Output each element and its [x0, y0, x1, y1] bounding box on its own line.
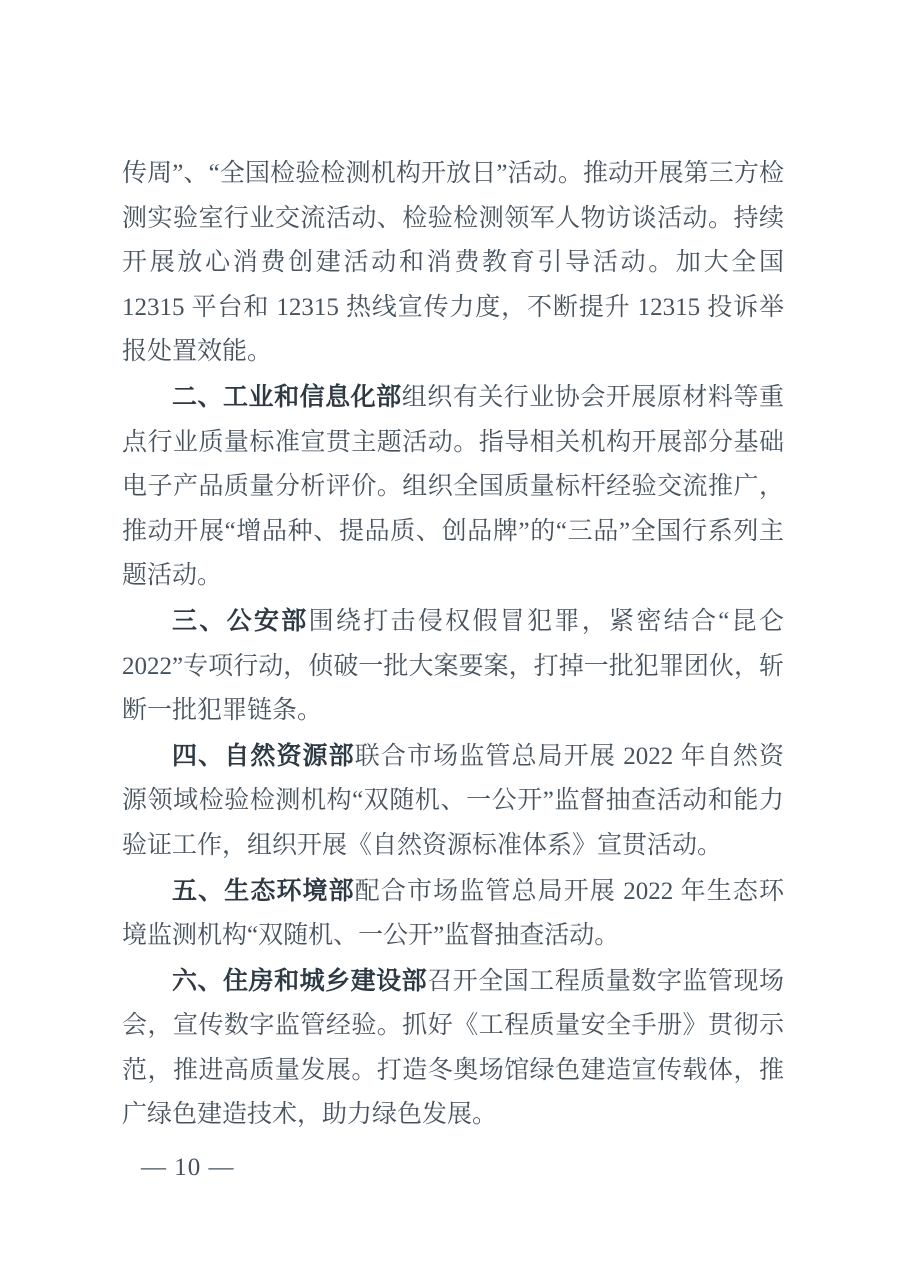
section-heading-4: 四、自然资源部: [172, 741, 355, 770]
paragraph-text: 配合市场监管总局开展 2022 年生态环境监测机构“双随机、一公开”监督抽查活动。: [122, 877, 784, 950]
paragraph-text: 组织有关行业协会开展原材料等重点行业质量标准宣贯主题活动。指导相关机构开展部分基础电子产品质量分析评价。组织全国质量标杆经验交流推广，推动开展“增品种、提品质、创品牌”的“三品”全国行系列主题活动。: [122, 383, 784, 590]
paragraph-section-3: [122, 599, 784, 734]
section-heading-3: 三、公安部: [172, 606, 309, 635]
paragraph-section-6: [122, 959, 784, 1138]
paragraph-section-5: [122, 869, 784, 959]
document-body: [122, 152, 784, 1138]
section-heading-2: 二、工业和信息化部: [172, 382, 402, 411]
paragraph-text: 传周”、“全国检验检测机构开放日”活动。推动开展第三方检测实验室行业交流活动、检验检测领军人物访谈活动。持续开展放心消费创建活动和消费教育引导活动。加大全国 12315 平台和 12315 热线宣传力度，不断提升 12315 投诉举报处置效能。: [122, 160, 784, 366]
paragraph-section-2: [122, 375, 784, 599]
paragraph-text: 围绕打击侵权假冒犯罪，紧密结合“昆仑 2022”专项行动，侦破一批大案要案，打掉一批犯罪团伙，斩断一批犯罪链条。: [122, 607, 784, 725]
paragraph-section-4: [122, 734, 784, 869]
paragraph-continuation: [122, 152, 784, 375]
page-number: — 10 —: [141, 1154, 235, 1181]
section-heading-6: 六、住房和城乡建设部: [172, 966, 428, 995]
paragraph-text: 联合市场监管总局开展 2022 年自然资源领域检验检测机构“双随机、一公开”监督抽查活动和能力验证工作，组织开展《自然资源标准体系》宣贯活动。: [122, 742, 784, 859]
section-heading-5: 五、生态环境部: [172, 876, 355, 905]
paragraph-text: 召开全国工程质量数字监管现场会，宣传数字监管经验。抓好《工程质量安全手册》贯彻示范，推进高质量发展。打造冬奥场馆绿色建造宣传载体，推广绿色建造技术，助力绿色发展。: [122, 967, 784, 1129]
